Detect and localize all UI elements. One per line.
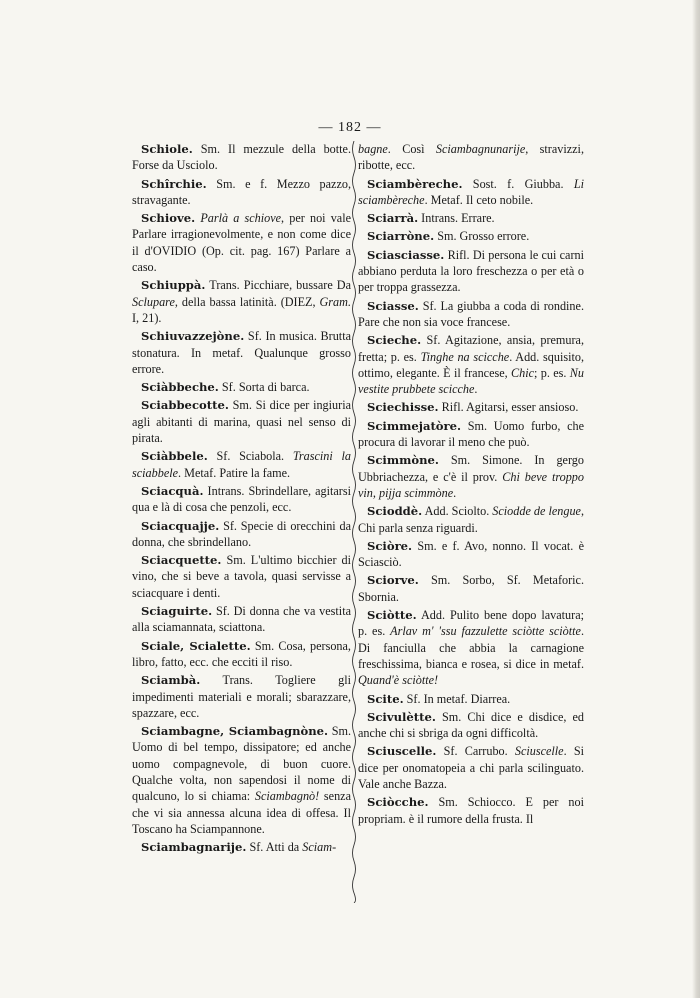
entry-headword: Schiove.	[141, 211, 196, 226]
dictionary-entry	[132, 448, 351, 481]
entry-text: Add. Pulito bene dopo lavatura; p. es.	[358, 608, 584, 639]
entry-headword: Sciacquette.	[141, 553, 222, 568]
entry-headword: Sciabbecotte.	[141, 398, 229, 413]
entry-text: Trans. Picchiare, bussare Da	[205, 278, 351, 293]
dictionary-entry	[358, 691, 584, 707]
entry-text: Gram.	[319, 294, 351, 309]
entry-headword: Scieche.	[367, 333, 422, 348]
entry-headword: Schiuvazzejòne.	[141, 329, 245, 344]
entry-text: Sf. Carrubo.	[436, 744, 515, 759]
entry-text: Tinghe na scicche	[420, 349, 510, 364]
entry-text: Sf. Di donna che va vestita alla sciamannata, sciattona.	[132, 604, 351, 635]
entry-text: Intrans. Sbrindellare, agitarsi qua e là di cosa che penzoli, ecc.	[132, 483, 351, 515]
entry-headword: Schîrchie.	[141, 176, 207, 191]
entry-text: Sf. Sciabola.	[207, 449, 293, 464]
dictionary-entry	[358, 452, 584, 501]
dictionary-entry	[358, 572, 584, 605]
entry-text: Sciambagnò!	[254, 789, 320, 804]
entry-text: Sm. Chi dice e disdice, ed anche chi si sbriga da ogni difficoltà.	[358, 709, 584, 741]
dictionary-entry	[132, 518, 351, 551]
dictionary-entry	[358, 607, 584, 688]
dictionary-entry	[132, 210, 351, 275]
dictionary-entry	[358, 228, 584, 244]
entry-text: senza che vi sia annessa alcuna idea di offesa. Il Toscano ha Sciampannone.	[132, 789, 351, 836]
dictionary-entry	[132, 483, 351, 516]
entry-text: . Si dice per onomatopeia a chi parla scilinguato. Vale anche Bazza.	[358, 744, 584, 791]
dictionary-entry	[358, 176, 584, 209]
entry-headword: Schiole.	[141, 142, 193, 156]
entry-text: Chi beve troppo vin, pijja scimmòne	[358, 469, 584, 500]
dictionary-entry	[358, 418, 584, 451]
dictionary-entry	[358, 709, 584, 742]
dictionary-entry	[358, 332, 584, 397]
entry-headword: Sciuscelle.	[367, 744, 437, 759]
entry-headword: Scimmòne.	[367, 453, 439, 468]
entry-text: , per noi vale Parlare irragionevolmente, e non come dice il d'OVIDIO (Op. cit. pag. 167) Parlare a caso.	[132, 211, 352, 275]
dictionary-entry	[132, 328, 351, 377]
left-column	[132, 141, 351, 857]
entry-headword: Scimmejatòre.	[367, 418, 462, 433]
dictionary-entry	[132, 839, 351, 855]
dictionary-entry	[358, 538, 584, 571]
entry-text: Sm. e f. Avo, nonno. Il vocat. è Sciasciò.	[358, 538, 584, 570]
entry-headword: Sciarròne.	[367, 229, 435, 244]
entry-text: Li sciambèreche	[358, 176, 584, 207]
entry-text: Sm. Grosso errore.	[434, 229, 530, 244]
dictionary-entry	[358, 141, 584, 174]
entry-text: Chic	[511, 365, 535, 380]
entry-headword: Sciechisse.	[367, 400, 439, 415]
entry-headword: Sciorve.	[367, 573, 419, 588]
entry-headword: Sciambagne, Sciambagnòne.	[141, 724, 329, 739]
entry-text: Sm. e f. Mezzo pazzo, stravagante.	[132, 176, 351, 207]
entry-headword: Sciambà.	[141, 673, 201, 688]
dictionary-entry	[358, 298, 584, 331]
entry-headword: Sciale, Scialette.	[141, 638, 251, 653]
dictionary-entry	[132, 141, 351, 174]
dictionary-entry	[132, 552, 351, 601]
column-divider	[350, 141, 358, 903]
entry-text: Sm. L'ultimo bicchier di vino, che si beve a tavola, quasi servisse a sciacquare i denti.	[132, 553, 351, 600]
dictionary-entry	[132, 672, 351, 721]
entry-text: Sm. Cosa, persona, libro, fatto, ecc. che ecciti il riso.	[132, 638, 351, 669]
dictionary-entry	[132, 638, 351, 671]
entry-text: Sm. Schiocco. E per noi propriam. è il rumore della frusta. Il	[358, 795, 584, 826]
dictionary-entry	[358, 247, 584, 296]
entry-text: Sm. Sorbo, Sf. Metaforic. Sbornia.	[358, 573, 584, 604]
dictionary-entry	[132, 723, 351, 837]
entry-text: . Add. squisito, ottimo, elegante. È il francese,	[358, 349, 584, 380]
dictionary-entry	[358, 210, 584, 226]
dictionary-entry	[132, 176, 351, 209]
entry-headword: Sciàbbele.	[141, 449, 208, 464]
page-edge-shadow	[692, 0, 700, 998]
entry-text: I, 21).	[132, 310, 162, 325]
entry-headword: Sciòtte.	[367, 608, 417, 623]
entry-text: Sciodde de lengue	[492, 504, 581, 519]
dictionary-entry	[132, 397, 351, 446]
entry-headword: Sciaguirte.	[141, 604, 213, 619]
dictionary-entry	[358, 743, 584, 792]
entry-text: . Di fanciulla che abbia la carnagione freschissima, bianca e rosea, si dice in metaf.	[358, 624, 584, 671]
entry-text: bagne	[358, 142, 388, 156]
entry-text: Sciuscelle	[514, 744, 564, 759]
entry-text: Sciam-	[302, 840, 337, 855]
entry-text: .	[453, 485, 457, 500]
entry-headword: Sciacquajje.	[141, 518, 220, 533]
entry-text: Sf. In metaf. Diarrea.	[403, 691, 511, 706]
entry-text: Arlav m' 'ssu fazzulette sciòtte sciòtte	[390, 624, 581, 639]
entry-text: Sf. Agitazione, ansia, premura, fretta; p. es.	[358, 333, 584, 364]
dictionary-entry	[132, 379, 351, 395]
entry-headword: Sciòre.	[367, 538, 413, 553]
entry-text: Sm. Simone. In gergo Ubbriachezza, e c'è il prov.	[358, 453, 584, 484]
entry-text: . Metaf. Patire la fame.	[178, 465, 291, 480]
entry-text: Sf. Sorta di barca.	[218, 380, 310, 395]
dictionary-entry	[132, 603, 351, 636]
entry-headword: Sciasciasse.	[367, 247, 445, 262]
entry-text: Sf. La giubba a coda di rondine. Pare che non sia voce francese.	[358, 298, 584, 329]
entry-text: . Così	[387, 142, 436, 156]
entry-headword: Sciòcche.	[367, 795, 429, 810]
entry-text: Sf. Atti da	[246, 840, 303, 855]
entry-text: Rifl. Di persona le cui carni abbiano perduta la loro freschezza o per età o per troppa grassezza.	[358, 247, 584, 295]
dictionary-entry	[132, 277, 351, 326]
entry-headword: Scioddè.	[367, 504, 423, 519]
entry-text: ; p. es.	[534, 365, 570, 380]
entry-text: Sclupare	[132, 294, 175, 309]
entry-headword: Sciàbbeche.	[141, 380, 219, 395]
entry-text: Sm. Uomo di bel tempo, dissipatore; ed anche uomo compagnevole, di buon cuore. Qualche volta, non sapendosi il nome di qualcuno, lo si chiama:	[132, 724, 351, 804]
right-column	[358, 141, 584, 829]
page-number: — 182 —	[318, 120, 382, 135]
entry-text: , Chi parla senza riguardi.	[358, 504, 585, 535]
entry-text: Trascini la sciabbele	[132, 449, 351, 480]
entry-text: Rifl. Agitarsi, esser ansioso.	[438, 400, 579, 415]
entry-text: . Metaf. Il ceto nobile.	[424, 192, 534, 207]
dictionary-entry	[358, 794, 584, 827]
entry-text: Parlà a schiove	[200, 211, 282, 226]
entry-text: , stravizzi, ribotte, ecc.	[358, 142, 584, 173]
entry-text: Quand'è sciòtte!	[358, 673, 439, 688]
entry-text: .	[474, 382, 478, 397]
entry-text: Nu vestite prubbete scicche	[358, 365, 584, 397]
entry-headword: Sciambèreche.	[367, 176, 463, 191]
entry-headword: Sciarrà.	[367, 211, 419, 226]
entry-headword: Sciasse.	[367, 298, 419, 313]
entry-headword: Scite.	[367, 691, 404, 706]
entry-text: Sm. Il mezzule della botte. Forse da Usciolo.	[132, 142, 351, 173]
entry-text: Sm. Uomo furbo, che procura di lavorar il meno che può.	[358, 418, 584, 450]
entry-headword: Schiuppà.	[141, 278, 206, 293]
entry-text: Sf. In musica. Brutta stonatura. In metaf. Qualunque grosso errore.	[132, 329, 351, 376]
entry-text: Sciambagnunarije	[435, 142, 526, 156]
entry-text: Sm. Si dice per ingiuria agli abitanti di marina, quasi nel senso di pirata.	[132, 398, 351, 446]
entry-headword: Sciacquà.	[141, 483, 204, 498]
entry-text: Sost. f. Giubba.	[462, 176, 574, 191]
entry-headword: Scivulètte.	[367, 709, 436, 724]
dictionary-entry	[358, 399, 584, 415]
entry-headword: Sciambagnarije.	[141, 840, 247, 855]
entry-text: Add. Sciolto.	[422, 504, 493, 519]
entry-text: Trans. Togliere gli impedimenti materiali e morali; sbarazzare, spazzare, ecc.	[132, 673, 351, 720]
entry-text: Sf. Specie di orecchini da donna, che sbrindellano.	[132, 518, 351, 549]
dictionary-entry	[358, 503, 584, 536]
entry-text: , della bassa latinità. (DIEZ,	[174, 294, 320, 309]
entry-text: Intrans. Errare.	[418, 211, 495, 226]
